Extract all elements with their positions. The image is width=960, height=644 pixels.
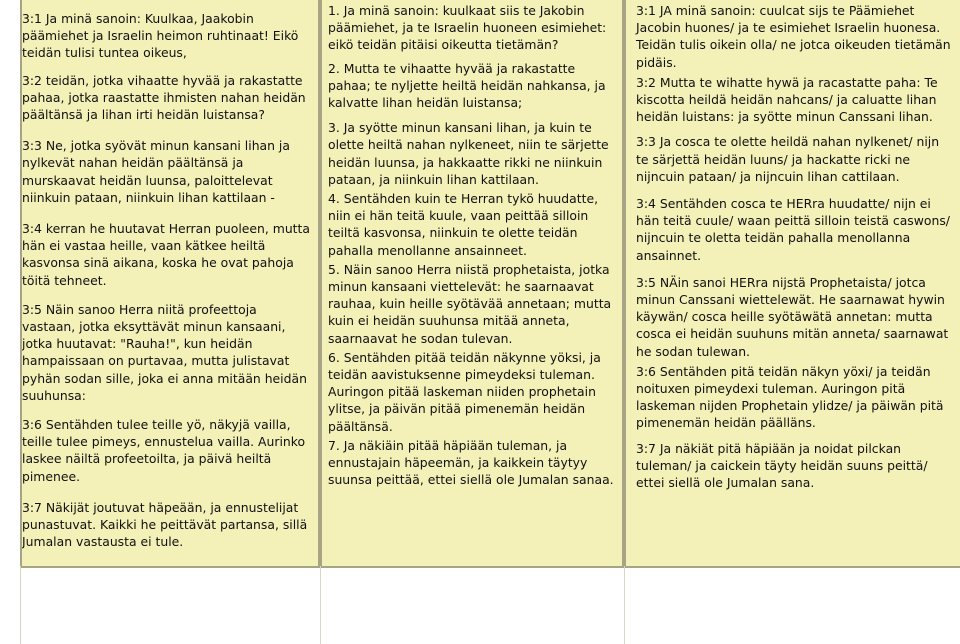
verse-2: 2. Mutta te vihaatte hyvää ja rakastatte pahaa; te nyljette heiltä heidän nahkansa, ja kalvatte lihan heidän luistansa; <box>328 60 606 111</box>
verse-1: 1. Ja minä sanoin: kuulkaat siis te Jakobin päämiehet, ja te Israelin huoneen esimiehet: eikö teidän pitäisi oikeutta tietämän? <box>328 3 607 53</box>
verse-3: 3. Ja syötte minun kansani lihan, ja kuin te olette heiltä nahan nylkeneet, niin te särjette heidän luunsa, ja hakkaatte rikki ne niinkuin pataan, ja niinkuin lihan kattilaan. <box>328 120 609 187</box>
column-1642-translation <box>626 0 960 566</box>
verse-3-1: 3:1 Ja minä sanoin: Kuulkaa, Jaakobin päämiehet ja Israelin heimon ruhtinaat! Eikö teidän tulisi tuntea oikeus, <box>22 11 299 61</box>
verse-3-2: 3:2 teidän, jotka vihaatte hyvää ja rakastatte pahaa, jotka raastatte ihmisten nahan heidän päältänsä ja lihan irti heidän luistansa? <box>22 72 306 123</box>
column-modern-translation <box>20 0 320 566</box>
verse-7: 7. Ja näkiäin pitää häpiään tuleman, ja ennustajain häpeemän, ja kaikkein täytyy suunsa peittää, ettei siellä ole Jumalan sanaa. <box>328 437 614 488</box>
verse-3-7: 3:7 Näkijät joutuvat häpeään, ja ennustelijat punastuvat. Kaikki he peittävät partansa, sillä Jumalan vastausta ei tule. <box>22 499 308 550</box>
verse-3-3: 3:3 Ne, jotka syövät minun kansani lihan ja nylkevät nahan heidän päältänsä ja murskaavat heidän luunsa, paloittelevat niinkuin pataan, niinkuin lihan kattilaan - <box>22 138 290 205</box>
verse-5: 5. Näin sanoo Herra niistä prophetaista, jotka minun kansaani viettelevät: he saarnaavat rauhaa, kuin heille syötävää annetaan; mutta kuin ei heidän suuhunsa mitää anneta, saarnaavat he sodan tulevan. <box>328 261 612 346</box>
verse-3-4: 3:4 kerran he huutavat Herran puoleen, mutta hän ei vastaa heille, vaan kätkee heiltä kasvonsa sinä aikana, koska he ovat pahoja töitä tehneet. <box>22 221 310 288</box>
verse-6: 6. Sentähden pitää teidän näkynne yöksi, ja teidän aavistuksenne pimeydeksi tuleman. Auringon pitää laskeman niiden prophetain ylitse, ja päivän pitää pimenemän heidän päältänsä. <box>328 349 601 434</box>
verse-3-4-old: 3:4 Sentähden cosca te HERra huudatte/ nijn ei hän teitä cuule/ waan peittä silloin teistä caswons/ nijncuin te oletta teidän pahalla menollanna ansainnet. <box>636 196 950 263</box>
verse-3-6: 3:6 Sentähden tulee teille yö, näkyjä vailla, teille tulee pimeys, ennustelua vailla. Aurinko laskee näiltä profeetoilta, ja päivä heiltä pimenee. <box>22 417 306 484</box>
verse-3-5: 3:5 Näin sanoo Herra niitä profeettoja vastaan, jotka eksyttävät minun kansaani, jotka huutavat: "Rauha!", kun heidän hampaissaan on purtavaa, mutta julistavat pyhän sodan sille, joka ei anna mitään heidän suuhunsa: <box>22 301 307 403</box>
column-old-translation <box>322 0 624 566</box>
lower-row-divider-1 <box>320 566 321 644</box>
table-border-bottom <box>20 566 960 568</box>
verse-3-1-old: 3:1 JA minä sanoin: cuulcat sijs te Päämiehet Jacobin huones/ ja te esimiehet Israelin huonesa. Teidän tulis oikein olla/ ne jotca oikeuden tietämän pidäis. <box>636 3 951 70</box>
verse-3-6-old: 3:6 Sentähden pitä teidän näkyn yöxi/ ja teidän noituxen pimeydexi tuleman. Auringon pitä laskeman nijden Prophetain ylidze/ ja päiwän pitä pimenemän heidän päälläns. <box>636 363 944 431</box>
verse-3-7-old: 3:7 Ja näkiät pitä häpiään ja noidat pilckan tuleman/ ja caickein täyty heidän suuns peittä/ ettei siellä ole Jumalan sana. <box>636 440 928 491</box>
column-divider-1 <box>320 0 322 566</box>
verse-3-2-old: 3:2 Mutta te wihatte hywä ja racastatte paha: Te kiscotta heildä heidän nahcans/ ja caluatte lihan heidän luistans: ja syötte minun Canssani lihan. <box>636 74 938 125</box>
verse-3-5-old: 3:5 NÄin sanoi HERra nijstä Prophetaista/ jotca minun Canssani wiettelewät. He saarnawat hywin käywän/ cosca heille syötäwätä annetan: mutta cosca ei heidän suuhuns mitän anneta/ saarnawat he sodan tulewan. <box>636 274 949 359</box>
empty-bottom-row <box>20 566 960 644</box>
verse-4: 4. Sentähden kuin te Herran tykö huudatte, niin ei hän teitä kuule, vaan peittää silloin teiltä kasvonsa, niinkuin te olette teidän pahalla menollanne ansainneet. <box>328 191 599 258</box>
lower-row-divider-2 <box>624 566 625 644</box>
column-divider-2 <box>624 0 626 566</box>
table-border-left <box>20 0 22 566</box>
verse-3-3-old: 3:3 Ja cosca te olette heildä nahan nylkenet/ nijn te särjettä heidän luuns/ ja hackatte ricki ne nijncuin pataan/ ja nijncuin lihan cattilaan. <box>636 134 940 184</box>
lower-row-border-left <box>20 566 21 644</box>
